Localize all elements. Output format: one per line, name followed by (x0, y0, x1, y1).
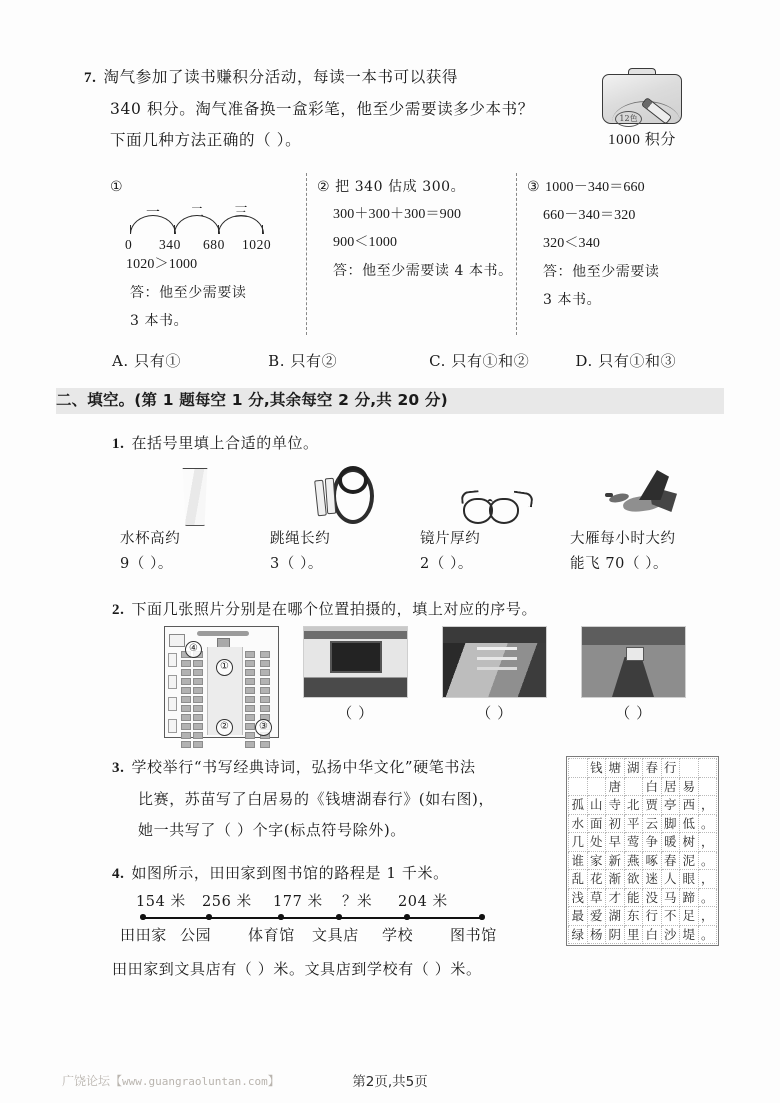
photo-item-2 (432, 626, 557, 723)
poem-cell: 。 (698, 925, 717, 944)
number-line-label-2: 680 (203, 237, 225, 252)
pencil-case-price-label: 1000 积分 (608, 132, 676, 148)
poem-cell: 湖 (606, 907, 625, 926)
plan-mark-4: ④ (185, 641, 202, 658)
unit-caption-glasses: 镜片厚约 (420, 531, 481, 547)
method-2-calc-1: 300＋300＋300＝900 (333, 207, 462, 222)
route-place-5: 学校 (382, 926, 414, 944)
poem-cell: 孤 (569, 796, 588, 815)
plan-mark-2: ② (216, 719, 233, 736)
route-place-6: 图书馆 (450, 926, 497, 944)
poem-row (569, 870, 717, 889)
poem-cell: 绿 (569, 925, 588, 944)
seat-column-2 (193, 651, 201, 748)
poem-cell (587, 777, 606, 796)
poem-cell: 。 (698, 814, 717, 833)
poem-cell: 白 (643, 925, 662, 944)
poem-cell: 贾 (643, 796, 662, 815)
fill-3-number: 3. (112, 760, 125, 776)
watermark-suffix: 】 (267, 1074, 280, 1088)
poem-cell: 暖 (661, 833, 680, 852)
poem-cell: 塘 (606, 759, 625, 778)
photo-blank-3[interactable]: （ ） (615, 704, 652, 722)
route-place-3: 体育馆 (248, 926, 295, 944)
poem-cell: 泥 (680, 851, 699, 870)
poem-cell: 迷 (643, 870, 662, 889)
unit-blank-goose[interactable]: 能飞 70（ ）。 (570, 556, 669, 572)
poem-cell: 没 (643, 888, 662, 907)
poem-cell: 亭 (661, 796, 680, 815)
plan-side-door-1 (168, 653, 177, 667)
unit-caption-cup: 水杯高约 (120, 531, 181, 547)
question-7-text (84, 62, 596, 156)
method-3-answer-line-2: 3 本书。 (543, 292, 602, 308)
fill-1-number: 1. (112, 436, 125, 452)
rope-art (268, 458, 418, 526)
unit-item-glasses (418, 458, 568, 573)
poem-cell: 最 (569, 907, 588, 926)
option-d[interactable]: D. 只有①和③ (575, 352, 677, 370)
poem-cell: 树 (680, 833, 699, 852)
fill-2-prompt: 下面几张照片分别是在哪个位置拍摄的，填上对应的序号。 (131, 600, 538, 618)
poem-cell: 阴 (606, 925, 625, 944)
number-line-label-1: 340 (159, 237, 181, 252)
poem-cell: 里 (624, 925, 643, 944)
method-2-answer-line-1: 答：他至少需要读 4 本书。 (333, 263, 513, 279)
fill-1-prompt: 在括号里填上合适的单位。 (131, 434, 319, 452)
unit-item-cup (118, 458, 268, 573)
poem-cell: 春 (643, 759, 662, 778)
poem-row (569, 777, 717, 796)
goose-beak (605, 493, 613, 497)
poem-cell: 面 (587, 814, 606, 833)
fill-3-line-3[interactable]: 她一共写了（ ）个字(标点符号除外)。 (138, 821, 406, 839)
poem-row (569, 814, 717, 833)
fill-4 (112, 862, 449, 883)
poem-cell: 。 (698, 851, 717, 870)
method-3-header (527, 173, 690, 202)
unit-caption-rope: 跳绳长约 (270, 531, 331, 547)
poem-row (569, 925, 717, 944)
poem-cell: 初 (606, 814, 625, 833)
plan-side-door-4 (168, 719, 177, 733)
fill-3-line-2: 比赛，苏苗写了白居易的《钱塘湖春行》(如右图)， (138, 790, 495, 808)
route-distance-3: 177 米 (273, 894, 323, 910)
jump-rope-icon (314, 464, 376, 526)
poem-cell: 北 (624, 796, 643, 815)
arc-label-2: 二 (190, 205, 205, 221)
page-number: 第2页,共5页 (352, 1074, 428, 1090)
poem-cell: 湖 (624, 759, 643, 778)
poem-cell: 草 (587, 888, 606, 907)
glasses-icon (459, 486, 531, 526)
plan-mark-1: ① (216, 659, 233, 676)
question-7 (84, 62, 696, 156)
method-2-marker: ② (317, 179, 331, 195)
poem-cell: 争 (643, 833, 662, 852)
method-3-calc-3: 320＜340 (543, 236, 600, 251)
route-distance-5: 204 米 (398, 894, 448, 910)
poem-cell: 能 (624, 888, 643, 907)
cup-icon (181, 468, 209, 526)
glasses-bridge (487, 499, 493, 508)
poem-cell: 爱 (587, 907, 606, 926)
route-dot-5 (404, 914, 410, 920)
glasses-art (418, 458, 568, 526)
route-distance-1: 154 米 (136, 894, 186, 910)
method-3-calc-2: 660－340＝320 (543, 208, 636, 223)
poem-cell: 脚 (661, 814, 680, 833)
poem-row (569, 851, 717, 870)
route-places (120, 924, 530, 948)
poem-cell: 早 (606, 833, 625, 852)
fill-3 (112, 752, 552, 846)
question-7-line-1: 7. 淘气参加了读书赚积分活动，每读一本书可以获得 (84, 68, 459, 86)
glasses-temple-right (512, 491, 534, 508)
route-dot-2 (206, 914, 212, 920)
poem-cell: 乱 (569, 870, 588, 889)
unit-blank-rope[interactable]: 3（ ）。 (270, 556, 323, 572)
method-columns (110, 173, 698, 335)
poem-cell (569, 777, 588, 796)
plan-mark-3: ③ (255, 719, 272, 736)
section-2-header: 二、填空。(第 1 题每空 1 分,其余每空 2 分,共 20 分) (56, 391, 448, 409)
poem-row (569, 888, 717, 907)
rope-loop-inner (338, 466, 368, 494)
fill-4-blank-line[interactable]: 田田家到文具店有（ ）米。文具店到学校有（ ）米。 (112, 960, 482, 978)
poem-cell: 。 (698, 888, 717, 907)
plan-side-door-2 (168, 675, 177, 689)
poem-cell: 不 (661, 907, 680, 926)
seat-column-3 (245, 651, 253, 748)
method-2 (306, 173, 516, 335)
poem-cell: 白 (643, 777, 662, 796)
method-3-calc-1: 1000－340＝660 (545, 180, 645, 195)
route-place-4: 文具店 (312, 926, 359, 944)
poem-cell: 西 (680, 796, 699, 815)
poem-cell: ， (698, 907, 717, 926)
poem-cell: 欲 (624, 870, 643, 889)
poem-row (569, 796, 717, 815)
poem-cell: 东 (624, 907, 643, 926)
route-diagram (120, 890, 530, 946)
photo-corridor (442, 626, 547, 698)
fill-4-prompt: 如图所示，田田家到图书馆的路程是 1 千米。 (131, 864, 449, 882)
goose-art (568, 458, 718, 526)
poem-cell (569, 759, 588, 778)
question-7-line-3: 下面几种方法正确的（ ）。 (110, 131, 302, 149)
cup-art (118, 458, 268, 526)
option-a[interactable]: A. 只有① (112, 352, 181, 370)
poem-cell (698, 759, 717, 778)
method-3-answer-line-1: 答：他至少需要读 (543, 264, 660, 280)
seat-column-1 (181, 651, 189, 748)
route-distances (130, 890, 530, 912)
poem-cell: 居 (661, 777, 680, 796)
poem-cell: 莺 (624, 833, 643, 852)
number-line-label-0: 0 (125, 237, 133, 252)
poem-cell: 花 (587, 870, 606, 889)
photo-auditorium (581, 626, 686, 698)
photo-item-3 (571, 626, 696, 723)
route-place-1: 田田家 (120, 926, 167, 944)
watermark-prefix: 广饶论坛【 (62, 1074, 123, 1088)
arc-label-3: 三 (234, 205, 249, 221)
number-line-label-3: 1020 (242, 237, 272, 252)
unit-blank-glasses[interactable]: 2（ ）。 (420, 556, 473, 572)
unit-item-rope (268, 458, 418, 573)
poem-cell: 新 (606, 851, 625, 870)
poem-table (568, 758, 717, 944)
poem-cell: 沙 (661, 925, 680, 944)
method-1-answer-line-2: 3 本书。 (130, 313, 189, 329)
poem-cell: 山 (587, 796, 606, 815)
pencil-case-tag: 12色 (615, 111, 642, 127)
poem-cell: 蹄 (680, 888, 699, 907)
fill-4-number: 4. (112, 866, 125, 882)
pencil-case-illustration (590, 64, 694, 149)
poem-cell: 才 (606, 888, 625, 907)
method-2-header (317, 173, 508, 201)
poem-cell: 啄 (643, 851, 662, 870)
method-1-compare: 1020＞1000 (126, 257, 198, 272)
poem-row (569, 833, 717, 852)
poem-cell (698, 777, 717, 796)
method-3 (516, 173, 698, 335)
poem-cell: 行 (643, 907, 662, 926)
method-2-head: 把 340 估成 300。 (335, 179, 466, 195)
route-dot-1 (140, 914, 146, 920)
fill-1 (112, 432, 319, 453)
poem-grid (566, 756, 719, 946)
watermark-url: www.guangraoluntan.com (122, 1075, 268, 1088)
poem-cell: 渐 (606, 870, 625, 889)
poem-cell: 唐 (606, 777, 625, 796)
fill-1-items (118, 458, 718, 573)
photo-classroom-front (303, 626, 408, 698)
poem-cell: 寺 (606, 796, 625, 815)
poem-cell: 平 (624, 814, 643, 833)
poem-cell: 足 (680, 907, 699, 926)
question-7-options (112, 350, 712, 371)
poem-cell: 眼 (680, 870, 699, 889)
fill-2 (112, 598, 537, 619)
wild-goose-icon (605, 468, 685, 526)
poem-row (569, 907, 717, 926)
route-dot-3 (278, 914, 284, 920)
photo-blank-2[interactable]: （ ） (476, 704, 513, 722)
photo-blank-1[interactable]: （ ） (337, 704, 374, 722)
poem-cell: 杨 (587, 925, 606, 944)
poem-row (569, 759, 717, 778)
route-dot-4 (336, 914, 342, 920)
poem-cell: ， (698, 833, 717, 852)
pencil-case-icon (598, 64, 686, 126)
fill-2-number: 2. (112, 602, 125, 618)
unit-blank-cup[interactable]: 9（ ）。 (120, 556, 173, 572)
auditorium-floor-plan (164, 626, 279, 738)
plan-corner-box (169, 634, 185, 647)
method-1-marker: ① (110, 179, 124, 195)
route-dot-6 (479, 914, 485, 920)
poem-cell: 堤 (680, 925, 699, 944)
method-1-header (110, 173, 298, 201)
poem-cell: 钱 (587, 759, 606, 778)
question-7-number: 7. (84, 70, 97, 86)
poem-cell: 易 (680, 777, 699, 796)
poem-cell: 行 (661, 759, 680, 778)
plan-side-door-3 (168, 697, 177, 711)
method-3-marker: ③ (527, 179, 541, 195)
unit-caption-goose: 大雁每小时大约 (570, 531, 676, 547)
route-distance-2: 256 米 (202, 894, 252, 910)
poem-cell: 低 (680, 814, 699, 833)
fill-2-media (164, 626, 704, 738)
photo-item-1 (293, 626, 418, 723)
route-place-2: 公园 (180, 926, 212, 944)
poem-cell: 家 (587, 851, 606, 870)
poem-cell: ， (698, 796, 717, 815)
route-distance-4: ？米 (342, 894, 373, 910)
method-1 (110, 173, 306, 335)
poem-cell: 浅 (569, 888, 588, 907)
arc-label-1: 一 (146, 205, 161, 221)
poem-cell: 谁 (569, 851, 588, 870)
poem-cell (624, 777, 643, 796)
question-7-line-2: 340 积分。淘气准备换一盒彩笔，他至少需要读多少本书？ (110, 100, 534, 118)
number-line-diagram (114, 201, 294, 251)
route-line (142, 917, 482, 919)
option-b[interactable]: B. 只有② (268, 352, 338, 370)
method-2-calc-2: 900＜1000 (333, 235, 398, 250)
plan-stage (197, 631, 249, 636)
poem-cell: 春 (661, 851, 680, 870)
fill-3-line-1: 3. 学校举行“书写经典诗词，弘扬中华文化”硬笔书法 (112, 758, 476, 776)
poem-cell: ， (698, 870, 717, 889)
poem-cell: 马 (661, 888, 680, 907)
option-c[interactable]: C. 只有①和② (429, 352, 530, 370)
pencil-case-body (602, 74, 682, 124)
poem-cell: 几 (569, 833, 588, 852)
poem-cell: 水 (569, 814, 588, 833)
glasses-temple-left (460, 490, 479, 504)
poem-cell (680, 759, 699, 778)
poem-cell: 人 (661, 870, 680, 889)
method-1-answer-line-1: 答：他至少需要读 (130, 285, 247, 301)
unit-item-goose (568, 458, 718, 573)
poem-cell: 燕 (624, 851, 643, 870)
poem-cell: 处 (587, 833, 606, 852)
poem-cell: 云 (643, 814, 662, 833)
